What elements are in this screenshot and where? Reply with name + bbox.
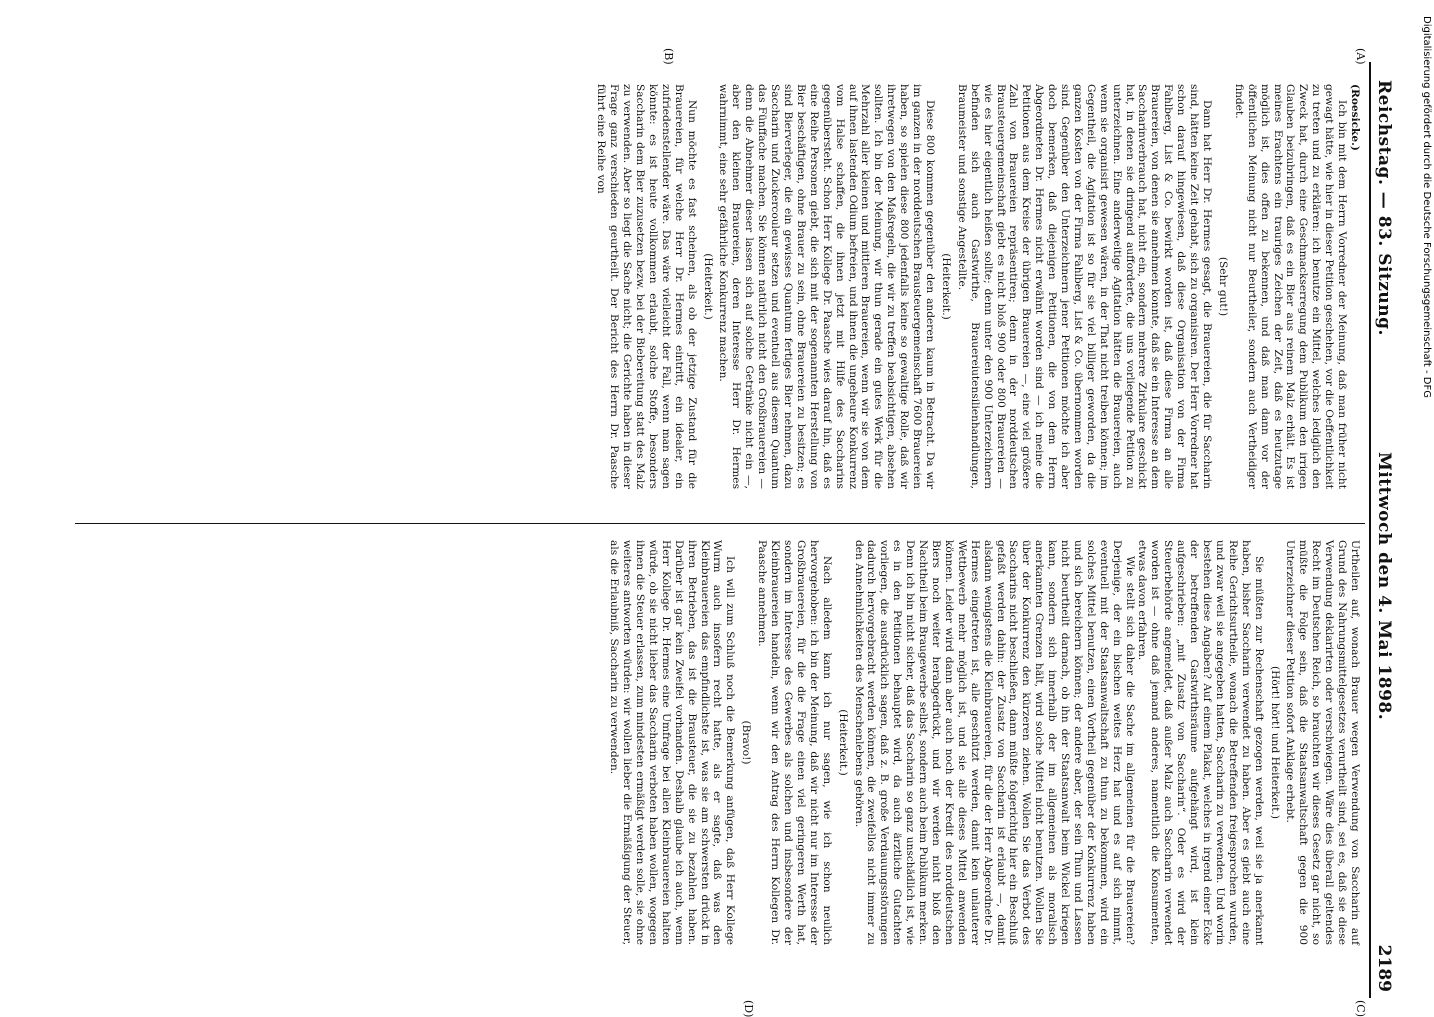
page-header [1369, 62, 1395, 998]
right-column [607, 540, 1361, 945]
column-divider [75, 523, 1365, 524]
reaction: (Sehr gut!) [1216, 256, 1229, 317]
paragraph: Urtheilen auf, wonach Brauer wegen Verwendung von Saccharin auf Grund des Nahrungsmittelgesetzes verurtheilt sind, sei es, daß sie diese Verwendung deklarirten oder verschwiegen. Wäre dies überall geltendes Recht im Deutschen Reich, so brauchten wir dieses Gesetz gar nicht, so müßte die Folge sein, daß die Staatsanwaltschaft gegen die 900 Unterzeichner dieser Petition sofort Anklage erhebt. [1284, 540, 1361, 945]
page-number: 2189 [1374, 944, 1394, 992]
paragraph: Nun möchte es fast scheinen, als ob der jetzige Zustand für die Brauereien, für welche Herr Dr. Hermes eintritt, ein idealer, ein zufriedenstellender wäre. Das wäre vielleicht der Fall, wenn man sagen könnte: es ist heute vollkommen erlaubt, solche Stoffe, besonders Saccharin dem Bier zuzusetzen bezw. bei der Biebereitung statt des Malz zu verwenden. Aber so liegt die Sache nicht; die Gerichte haben in dieser Frage ganz verschieden geurtheilt. Der Bericht des Herrn Dr. Paasche führt eine Reihe von [595, 84, 698, 489]
paragraph: Ich will zum Schluß noch die Bemerkung anfügen, daß Herr Kollege Wurm auch insofern recht hatte, als er sagte, daß was den Kleinbrauereien das empfindlichste ist, was sie am schwersten drückt in ihren Betrieben, das ist die Brausteuer, die sie zu bezahlen haben. Darüber ist gar kein Zweifel vorhanden. Deshalb glaube ich auch, wenn Herr Kollege Dr. Hermes eine Umfrage bei allen Kleinbrauereien halten würde, ob sie nicht lieber das Saccharin verboten haben wollen, wogegen ihnen die Steuer erlassen, zum mindesten ermäßigt werden solle, sie ohne weiteres antworten würden: wir wollen lieber die Ermäßigung der Steuer, als die Erlaubniß, Saccharin zu verwenden. [608, 540, 737, 945]
header-date: Mittwoch den 4. Mai 1898. [1374, 452, 1394, 721]
paragraph: Sie müßten zur Rechenschaft gezogen werden, weil sie ja anerkannt haben, bisher Saccharin verwendet zu haben. Aber es giebt auch eine Reihe Gerichtsurtheile, wonach die Betreffenden freigesprochen wurden, und zwar weil sie angegeben hatten, Saccharin zu verwenden. Und worin bestehen diese Angaben? Auf einem Plakat, welches in irgend einer Ecke der betreffenden Gastwirthsräume aufgehängt wird, ist klein aufgeschrieben: „mit Zusatz von Saccharin“. Oder es wird der Steuerbehörde angemeldet, daß außer Malz auch Saccharin verwendet worden ist — ohne daß jemand anderes, namentlich die Konsumenten, etwas davon erfahren. [1136, 540, 1265, 945]
reaction: (Heiterkeit.) [701, 253, 714, 320]
reaction: (Hört! hört! und Heiterkeit.) [1268, 666, 1281, 819]
paragraph: Wie stellt sich daher die Sache im allgemeinen für die Brauereien? Derjenige, der ein bischen weites Herz hat und es auf sich nimmt, eventuell mit der Staatsanwaltschaft zu thun zu bekommen, wird ein solches Mittel benutzen, einen Vortheil gegenüber der Konkurrenz haben und sich bereichern können; der andere aber, der sein Thun und Lassen nicht beurtheilt darnach, ob ihn der Staatsanwalt beim Wickel kriegen kann, sondern sich innerhalb der im allgemeinen als moralisch anerkannten Grenzen hält, wird solche Mittel nicht benutzen. Wollen Sie über der Konkurrenz den kürzeren ziehen. Wollen Sie das Verbot des Saccharins nicht beschließen, dann müßte folgerichtig hier ein Beschluß gefaßt werden dahin: der Zusatz von Saccharin ist erlaubt —, damit alsdann wenigstens die Kleinbrauereien, für die der Herr Abgeordnete Dr. Hermes eingetreten ist, alle geschützt werden, damit kein unlauterer Wettbewerb mehr möglich ist, und sie alle dieses Mittel anwenden können. Leider wird dann aber auch noch der Kredit des norddeutschen Biers noch weiter herabgedrückt, und wir werden nicht bloß den Nachtheil beim Braugewerbe selbst, sondern auch beim Publikum merken. Denn ich bin nicht sicher, daß das Saccharin so ganz unschädlich ist, wie es in den Petitionen behauptet wird, da auch ärztliche Gutachten vorliegen, die ausdrücklich sagen, daß z. B. große Verdauungsstörungen dadurch hervorgebracht werden können, die zweifellos nicht immer zu den Annehmlichkeiten des Menschenlebens gehören. [852, 540, 1136, 945]
margin-marker-b: (B) [662, 48, 675, 65]
margin-marker-a: (A) [1354, 48, 1367, 65]
paragraph: Diese 800 kommen gegenüber den anderen kaum in Betracht. Da wir im ganzen in der norddeutschen Brausteuergemeinschaft 7600 Brauereien haben, so spielen diese 800 jedenfalls keine so gewaltige Rolle, daß wir ihretwegen von den Maßregeln, die wir zu treffen beabsichtigen, absehen sollten. Ich bin der Meinung, wir thun gerade ein gutes Werk für die Mehrzahl aller kleinen und mittleren Brauereien, wenn wir sie von dem auf ihnen lastenden Odium befreien, und ihnen die ungeheure Konkurrenz vom Halse schaffen, die ihnen jetzt mit Hilfe des Saccharins gegenübersteht. Schon Herr Kollege Dr. Paasche wies darauf hin, daß es eine Reihe Personen giebt, die sich mit der sogenannten Herstellung von Bier beschäftigen, ohne Brauer zu sein, ohne Brauereien zu besitzen; es sind Bierverleger, die ein gewisses Quantum fertiges Bier nehmen, dazu Saccharin und Zuckercouleur setzen und eventuell aus diesem Quantum das Fünffache machen. Sie können natürlich nicht den Großbrauereien — denn die Abnehmer dieser lassen sich auf solche Getränke nicht ein —, aber den kleinen Brauereien, deren Interesse Herr Dr. Hermes wahrnimmt, eine sehr gefährliche Konkurrenz machen. [717, 84, 936, 489]
header-session: Reichstag. — 83. Sitzung. [1374, 80, 1394, 336]
margin-marker-d: (D) [742, 1000, 755, 1017]
left-column [594, 84, 1361, 489]
speaker-label: (Roesicke.) [1349, 84, 1361, 151]
paragraph: Ich bin mit dem Herrn Vorredner der Meinung, daß man früher nicht gewagt hätte, wie hier in dieser Petition geschehen, vor die Oeffentlichkeit zu treten und zu erklären: ich benutze ein Mittel, welches lediglich den Zweck hat, durch eine Geschmackserregung dem Publikum den irrigen Glauben beizubringen, daß es ein Bier aus reinem Malz erhält. Es ist meines Erachtens ein trauriges Zeichen der Zeit, daß es heutzutage möglich ist, dies offen zu bekennen, und daß man dann vor der öffentlichen Meinung nicht nur Beurtheiler, sondern auch Vertheidiger findet. [1232, 84, 1349, 489]
reaction: (Heiterkeit.) [836, 709, 849, 776]
dfg-sidebar [1418, 8, 1434, 1000]
rotated-newspaper-sheet [60, 48, 1395, 1017]
reaction: (Bravo!) [740, 720, 753, 765]
reaction: (Heiterkeit.) [939, 253, 952, 320]
margin-marker-c: (C) [1354, 1000, 1367, 1017]
paragraph: Dann hat Herr Dr. Hermes gesagt, die Brauereien, die für Saccharin sind, hätten keine Zeit gehabt, sich zu organisiren. Der Herr Vorredner hat schon darauf hingewiesen, daß diese Organisation von der Firma Fahlberg, List & Co. bewirkt worden ist, daß diese Firma an alle Brauereien, von denen sie annehmen konnte, daß sie ein Interesse an dem Saccharinverbrauch hat, nicht ein, sondern mehrere Zirkulare geschickt hat, in denen sie dringend aufforderte, die uns vorliegende Petition zu unterzeichnen. Eine anderweitige Agitation hätten die Brauereien, auch wenn sie organisirt gewesen wären, in der That nicht treiben können; im Gegentheil, die Agitation ist so für sie viel billiger geworden, da die ganzen Kosten von der Firma Fahlberg, List & Co. übernommen worden sind. Gegenüber den Unterzeichnern jener Petitionen möchte ich aber doch bemerken, daß diejenigen Petitionen, die von dem Herrn Abgeordneten Dr. Hermes nicht erwähnt worden sind — ich meine die Petitionen aus dem Kreise der übrigen Brauereien —, eine viel größere Zahl von Brauereien repräsentiren; denn in der norddeutschen Brausteuergemeinschaft giebt es nicht bloß 900 oder 800 Brauereien — wie es hier eigentlich heißen sollte; denn unter den 900 Unterzeichnern befinden sich auch Gastwirthe, Brauereiutensilienhandlungen, Braumeister und sonstige Angestellte. [955, 84, 1214, 489]
dfg-credit-text: Digitalisierung gefördert durch die Deutsche Forschungsgemeinschaft - DFG [1421, 16, 1432, 399]
paragraph: Nach alledem kann ich nur sagen, wie ich schon neulich hervorgehoben: ich bin der Meinung, daß wir nicht nur im Interesse der Großbrauereien, für die die Frage einen viel geringeren Werth hat, sondern im Interesse des Gewerbes als solchen und insbesondere der Kleinbrauereien handeln, wenn wir den Antrag des Herrn Kollegen Dr. Paasche annehmen. [756, 540, 833, 945]
